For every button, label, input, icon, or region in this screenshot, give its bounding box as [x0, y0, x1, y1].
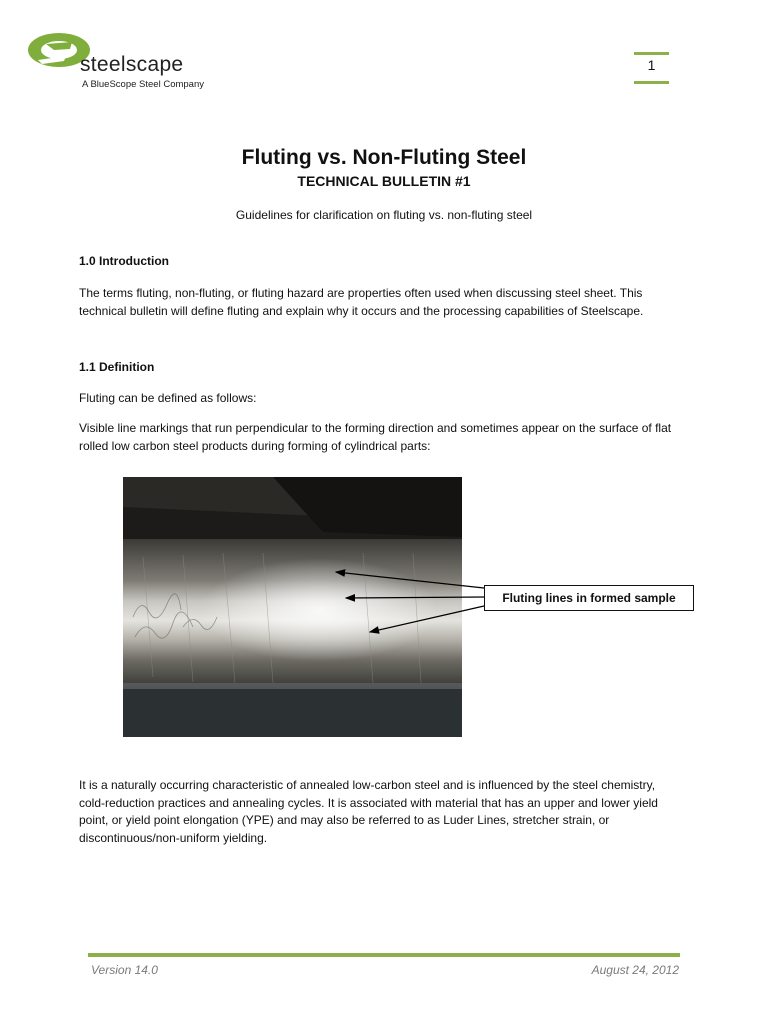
characteristic-paragraph: It is a naturally occurring characteristic of annealed low-carbon steel and is influenced by the steel chemistry, cold-reduction practices and annealing cycles. It is associated with material that has an upper and lower yield point, or yield point elongation (YPE) and may also be referred to as Luder Lines, stretcher strain, or discontinuous/non-uniform yielding.: [79, 778, 658, 845]
section-heading-definition: 1.1 Definition: [79, 360, 155, 374]
definition-paragraph: Visible line markings that run perpendicular to the forming direction and sometimes appear on the surface of flat rolled low carbon steel products during forming of cylindrical parts:: [79, 421, 672, 453]
logo-tagline: A BlueScope Steel Company: [82, 79, 204, 90]
footer-rule: [88, 953, 680, 957]
footer-version: Version 14.0: [91, 963, 158, 977]
logo-wordmark: steelscape: [80, 53, 184, 76]
fluting-sample-photo: [123, 477, 462, 737]
fluting-lines-callout: Fluting lines in formed sample: [484, 585, 694, 611]
footer-date: August 24, 2012: [591, 963, 679, 977]
introduction-paragraph: The terms fluting, non-fluting, or fluting hazard are properties often used when discussing steel sheet. This technical bulletin will define fluting and explain why it occurs and the processing capabilities of Steelscape.: [79, 286, 644, 318]
page-number-rule-bottom: [634, 81, 669, 84]
page-title: Fluting vs. Non-Fluting Steel: [241, 146, 527, 169]
page-subtitle: TECHNICAL BULLETIN #1: [297, 173, 471, 189]
section-heading-introduction: 1.0 Introduction: [79, 254, 169, 268]
page-number-rule-top: [634, 52, 669, 55]
page-guideline: Guidelines for clarification on fluting vs. non-fluting steel: [235, 208, 533, 222]
definition-intro-paragraph: Fluting can be defined as follows:: [79, 391, 257, 405]
page-number: 1: [647, 57, 656, 73]
